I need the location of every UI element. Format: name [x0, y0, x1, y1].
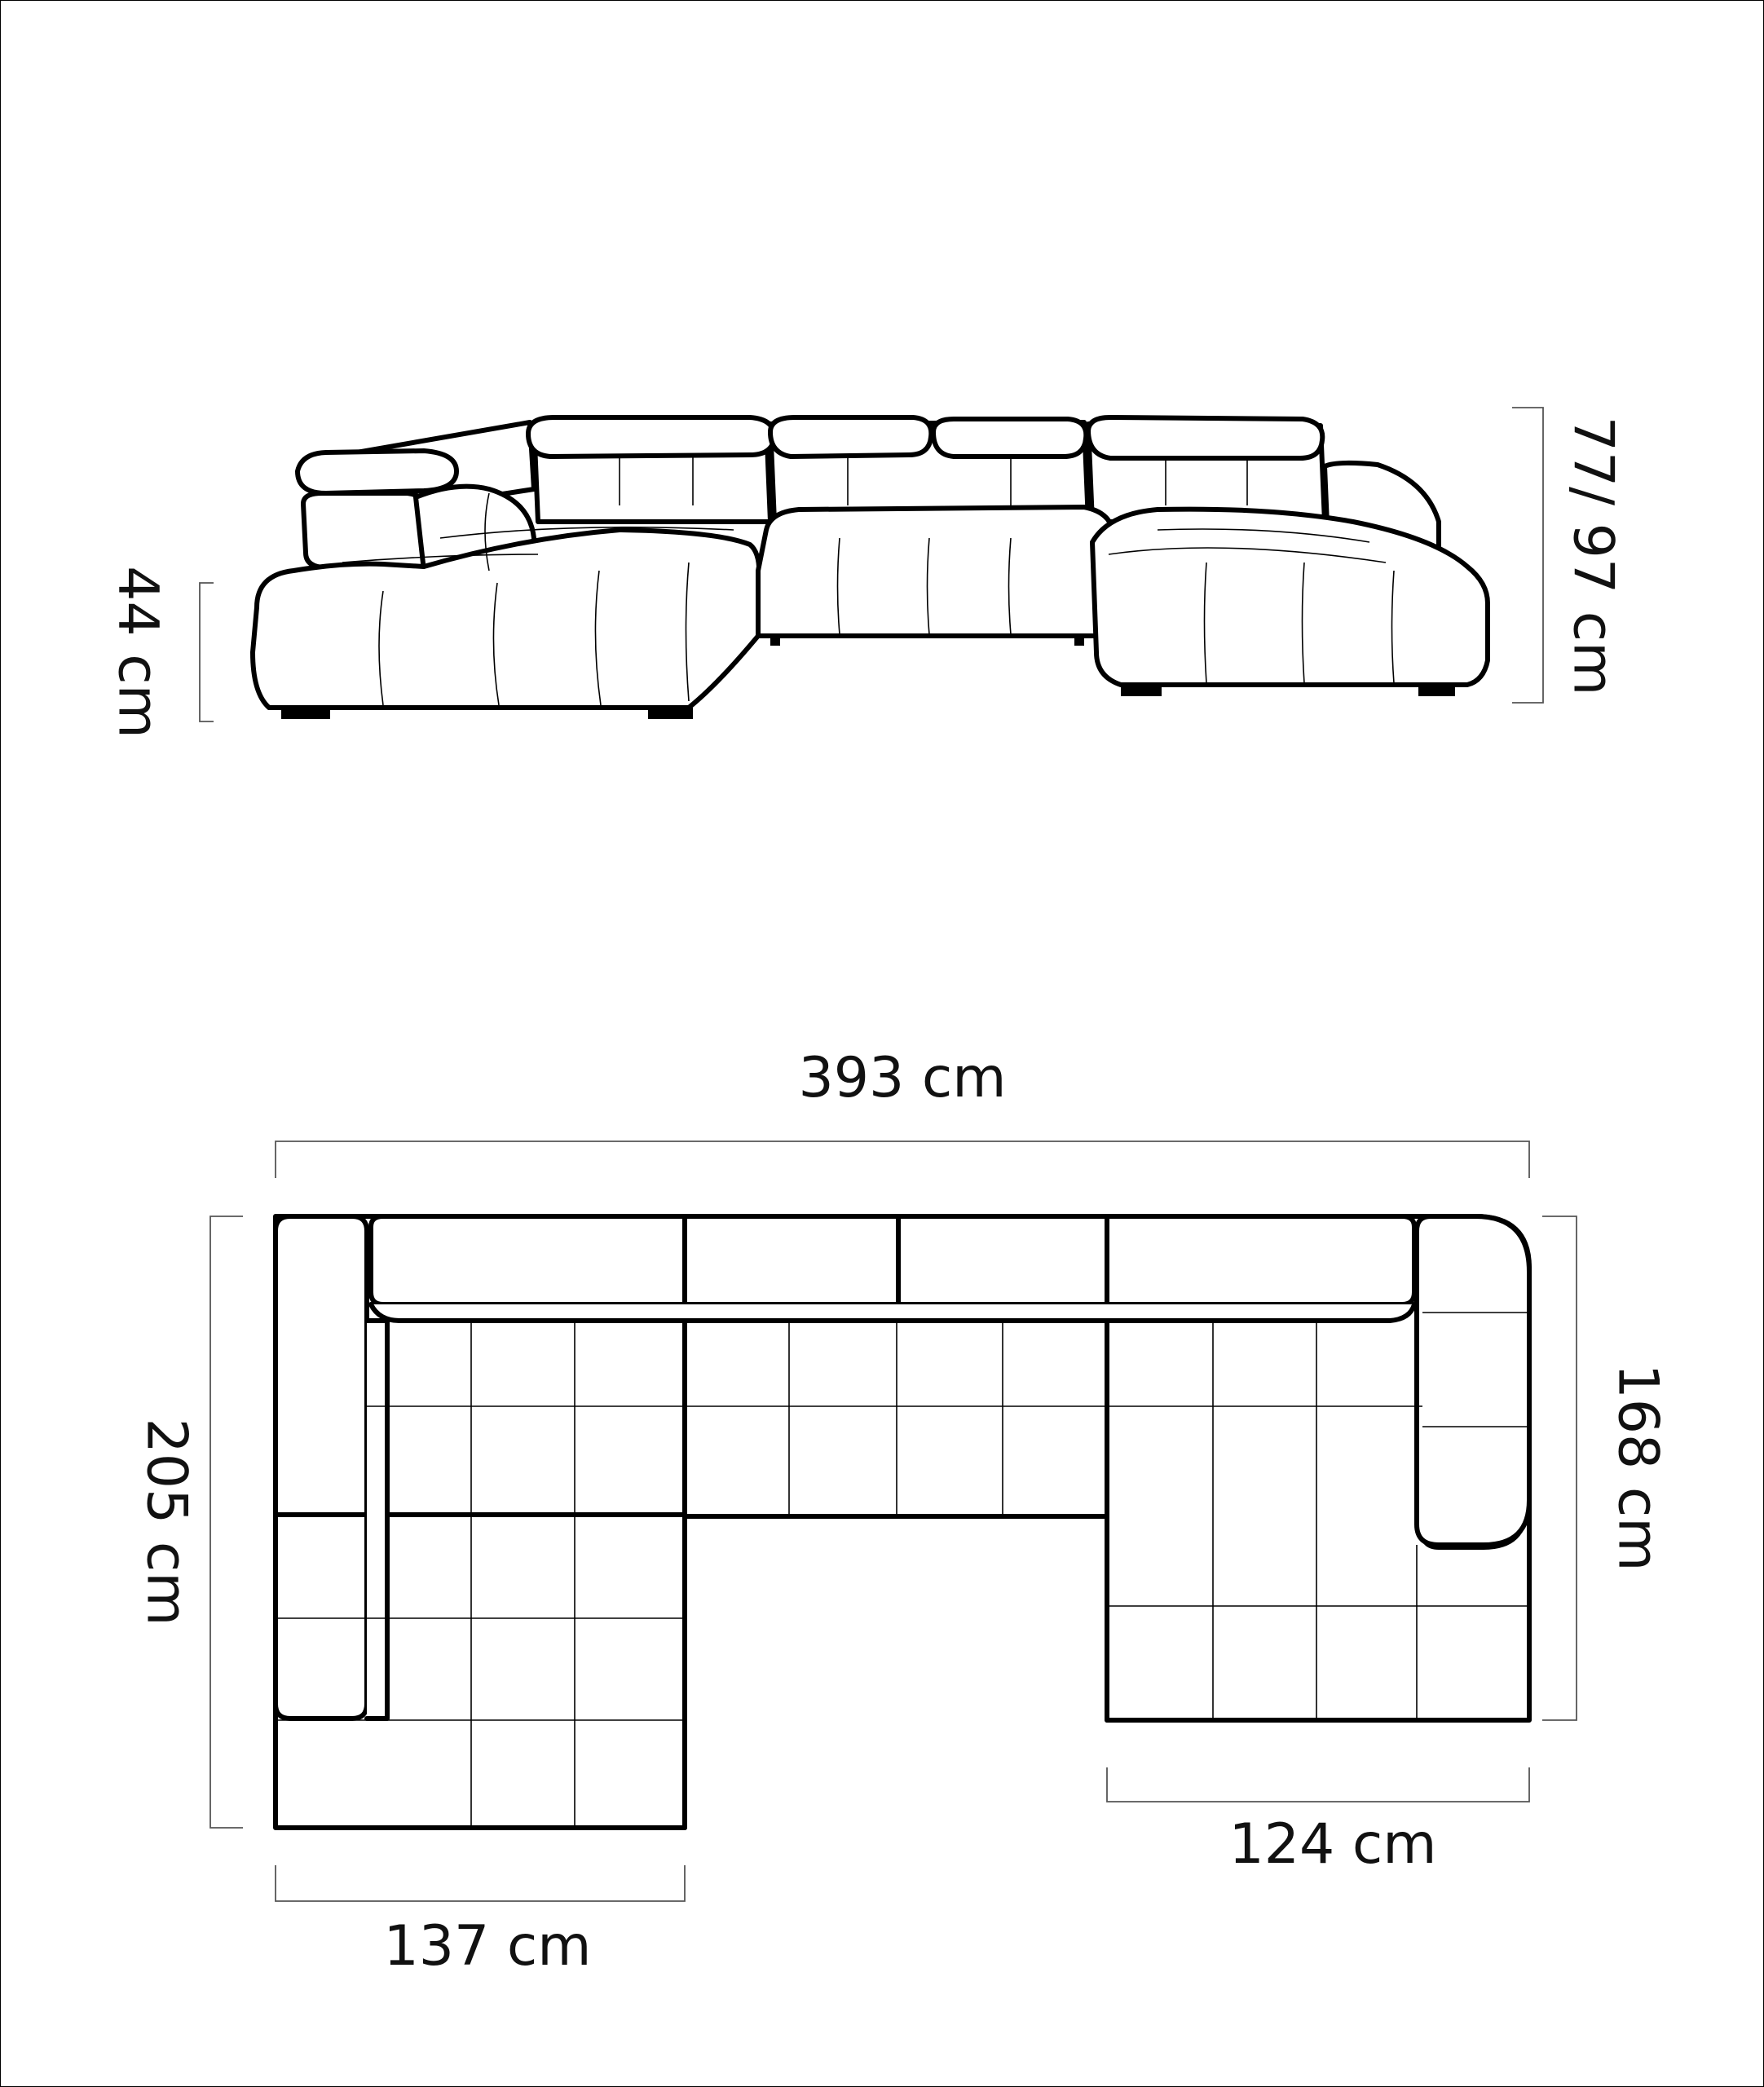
headrest-3	[933, 419, 1086, 457]
left-arm-top	[276, 1216, 367, 1719]
total-depth-dimension	[134, 1216, 243, 1828]
back-height-label: 77/ 97 cm	[1560, 416, 1625, 696]
leg-3	[770, 636, 780, 646]
left-arm-inner	[367, 1321, 387, 1719]
seat-height-dimension	[105, 566, 214, 739]
leg-4	[1074, 636, 1084, 646]
total-depth-label: 205 cm	[134, 1418, 199, 1626]
total-width-dimension	[276, 1046, 1529, 1178]
back-cushion-lower	[371, 1304, 1414, 1321]
seat-height-label: 44 cm	[105, 566, 170, 739]
sofa-top-view	[276, 1216, 1529, 1828]
leg-2	[648, 708, 693, 719]
leg-6	[1418, 685, 1455, 696]
left-width-label: 137 cm	[383, 1914, 592, 1979]
headrest-2	[770, 417, 931, 457]
leg-1	[281, 708, 330, 719]
sofa-front-view	[253, 417, 1488, 719]
back-cushion-strip	[371, 1216, 1414, 1304]
left-headrest	[298, 451, 456, 493]
right-depth-label: 168 cm	[1605, 1363, 1670, 1572]
right-width-dimension	[1107, 1767, 1529, 1877]
total-width-label: 393 cm	[798, 1046, 1007, 1110]
right-width-label: 124 cm	[1228, 1812, 1437, 1877]
right-arm-top	[1417, 1216, 1529, 1545]
headrest-4	[1088, 417, 1322, 458]
left-width-dimension	[276, 1865, 685, 1979]
leg-5	[1121, 685, 1162, 696]
headrest-1	[528, 417, 774, 457]
back-height-dimension	[1512, 408, 1625, 703]
middle-seat	[758, 507, 1113, 636]
right-depth-dimension	[1542, 1216, 1669, 1720]
